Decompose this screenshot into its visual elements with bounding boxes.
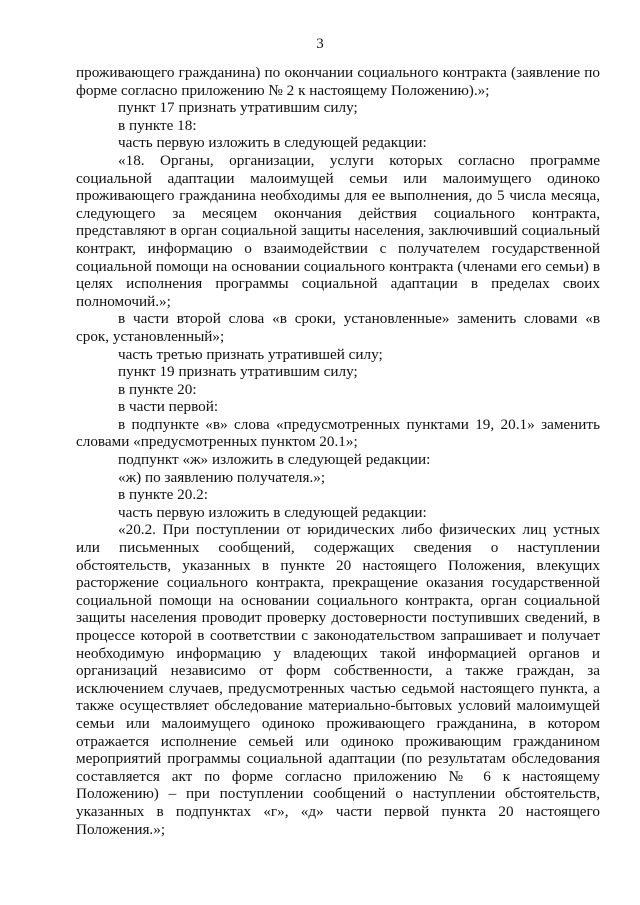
paragraph-quote-20-2: «20.2. При поступлении от юридических либо физических лиц устных или письменных сообщений, содержащих сведения о наступлении обстоятельств, указанных в пункте 20 настоящего Положения, влекущих расторжение социального контракта, прекращение оказания государственной социальной помощи на основании социального контракта, орган социальной защиты населения проводит проверку достоверности поступивших сведений, в процессе которой в соответствии с законодательством запрашивает и получает необходимую информацию у владеющих такой информацией органов и организаций независимо от форм собственности, а также граждан, за исключением случаев, предусмотренных частью седьмой настоящего пункта, а также осуществляет обследование материально-бытовых условий малоимущей семьи или малоимущего одиноко проживающего гражданина, в котором отражается исполнение семьей или одиноко проживающим гражданином мероприятий программы социальной адаптации (по результатам обследования составляется акт по форме согласно приложению № 6 к настоящему Положению) – при поступлении сообщений о наступлении обстоятельств, указанных в подпунктах «г», «д» части первой пункта 20 настоящего Положения.»; <box>76 521 600 838</box>
paragraph-part-one-instruction: часть первую изложить в следующей редакции: <box>118 134 427 152</box>
paragraph-part-two-replace: в части второй слова «в сроки, установленные» заменить словами «в срок, установленный»; <box>76 310 600 345</box>
paragraph-part-one: в части первой: <box>118 398 219 416</box>
paragraph-item-19: пункт 19 признать утратившим силу; <box>118 363 358 381</box>
paragraph-subitem-zh-instruction: подпункт «ж» изложить в следующей редакции: <box>118 451 431 469</box>
page-number: 3 <box>316 36 324 52</box>
paragraph-part-one-instruction-2: часть первую изложить в следующей редакции: <box>118 503 427 521</box>
paragraph-item-18-heading: в пункте 18: <box>118 116 197 134</box>
paragraph-part-three: часть третью признать утратившей силу; <box>118 345 383 363</box>
paragraph-subitem-v: в подпункте «в» слова «предусмотренных пунктами 19, 20.1» заменить словами «предусмотренных пунктом 20.1»; <box>76 415 600 451</box>
paragraph-continuation: проживающего гражданина) по окончании социального контракта (заявление по форме согласно приложению № 2 к настоящему Положению).»; <box>76 64 600 99</box>
paragraph-subitem-zh-quote: «ж) по заявлению получателя.»; <box>118 468 326 486</box>
document-body <box>76 64 600 838</box>
paragraph-item-20-2-heading: в пункте 20.2: <box>118 486 208 504</box>
paragraph-item-17: пункт 17 признать утратившим силу; <box>118 99 358 117</box>
paragraph-quote-18: «18. Органы, организации, услуги которых согласно программе социальной адаптации малоимущей семьи или малоимущего одиноко проживающего гражданина необходимы для ее выполнения, до 5 числа месяца, следующего за месяцем окончания действия социального контракта, представляют в орган социальной защиты населения, заключивший социальный контракт, информацию о взаимодействии с получателем государственной социальной помощи на основании социального контракта (членами его семьи) в целях исполнения программы социальной адаптации в пределах своих полномочий.»; <box>76 151 600 310</box>
paragraph-item-20-heading: в пункте 20: <box>118 380 197 398</box>
